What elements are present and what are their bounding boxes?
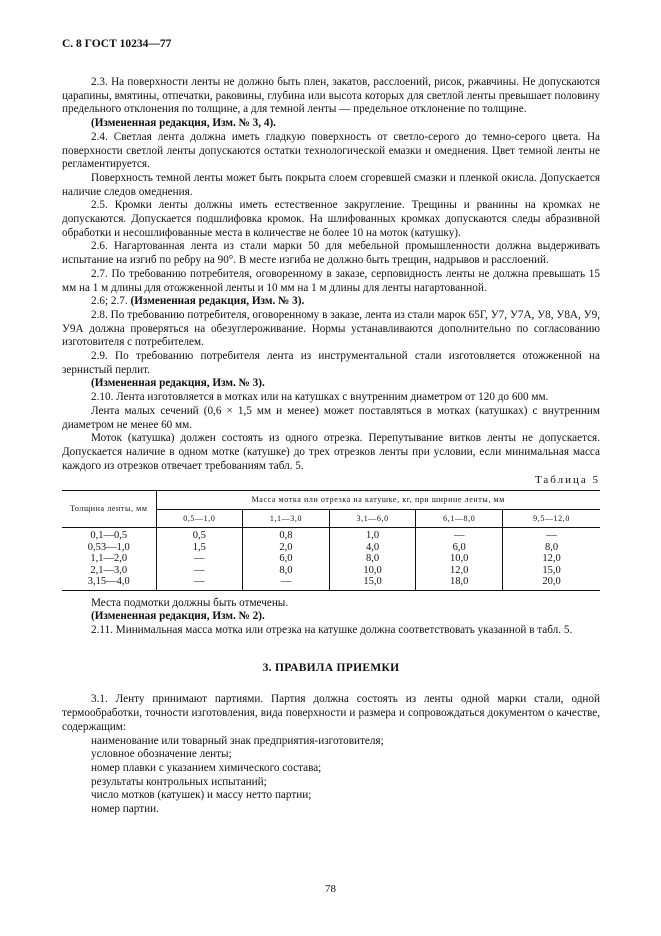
table-cell: 1,1—2,0: [90, 553, 128, 565]
section-title: 3. ПРАВИЛА ПРИЕМКИ: [262, 661, 400, 674]
table-cell: 0,1—0,5: [90, 530, 128, 542]
table-caption: Таблица 5: [534, 474, 600, 487]
table-cell: 6,0: [243, 553, 330, 565]
para-2-4: 2.4. Светлая лента должна иметь гладкую поверхность от светло-серого до темно-серого цвета. На поверхности светлой ленты допускаются остатки технологической емазки и омеднения. Цвет темной ленты не регламентируется.: [62, 130, 600, 171]
col-width-header: 6,1—8,0: [416, 509, 503, 528]
table-cell: 8,0: [503, 542, 600, 554]
col-width-header: 0,5—1,0: [156, 509, 243, 528]
amendment-note: (Измененная редакция, Изм. № 3).: [91, 377, 265, 390]
table-cell: 3,15—4,0: [62, 576, 156, 590]
table-cell: 12,0: [416, 565, 503, 577]
table-cell: —: [503, 528, 600, 542]
para-2-11: 2.11. Минимальная масса мотка или отрезка на катушке должна соответствовать указанной в табл. 5.: [91, 624, 573, 636]
table-cell: 20,0: [503, 576, 600, 590]
table-cell: 0,8: [243, 528, 330, 542]
page-header: С. 8 ГОСТ 10234—77: [62, 38, 172, 50]
table-row: [62, 542, 600, 554]
col-width-header: 9,5—12,0: [503, 509, 600, 528]
para-2-6: 2.6. Нагартованная лента из стали марки 50 для мебельной промышленности должна выдерживать испытание на изгиб по ребру на 90°. В месте изгиба не должно быть трещин, надрывов и расслоений.: [62, 240, 600, 267]
table-row: [62, 553, 600, 565]
table-cell: 18,0: [416, 576, 503, 590]
table-cell: 15,0: [329, 576, 416, 590]
col-thickness-header: Толщина ленты, мм: [62, 491, 156, 528]
table-5: [62, 490, 600, 591]
table-cell: 0,5: [156, 528, 243, 542]
para-3-1: 3.1. Ленту принимают партиями. Партия должна состоять из ленты одной марки стали, одной термообработки, точности изготовления, вида поверхности и размера и сопровождаться документом о качестве, содержащим:: [62, 693, 600, 733]
table-cell: —: [156, 576, 243, 590]
para-2-8: 2.8. По требованию потребителя, оговоренному в заказе, лента из стали марок 65Г, У7, У7А, У8, У8А, У9, У9А должна проверяться на обезуглероживание. Нормы устанавливаются дополнительно по согласованию изготовителя с потребителем.: [62, 308, 600, 349]
list-item: результаты контрольных испытаний;: [91, 775, 267, 788]
table-cell: 6,0: [416, 542, 503, 554]
list-item: номер плавки с указанием химического состава;: [91, 761, 322, 774]
para-small-sections: Лента малых сечений (0,6 × 1,5 мм и менее) может поставляться в мотках (катушках) с внутренним диаметром не менее 60 мм.: [62, 404, 600, 431]
table-cell: 1,5: [156, 542, 243, 554]
amendment-text: (Измененная редакция, Изм. № 3).: [130, 295, 305, 308]
table-cell: 15,0: [503, 565, 600, 577]
list-item: наименование или товарный знак предприятия-изготовителя;: [91, 734, 384, 747]
list-item: номер партии.: [91, 803, 159, 816]
table-cell: 1,0: [329, 528, 416, 542]
page-number: 78: [325, 883, 336, 895]
para-coil: Моток (катушка) должен состоять из одного отрезка. Перепутывание витков ленты не допускается. Допускается наличие в одном мотке (катушке) до трех отрезков ленты при условии, если минимальная масса каждого из отрезков отвечает требованиям табл. 5.: [62, 432, 600, 472]
list-item: число мотков (катушек) и массу нетто партии;: [91, 789, 312, 802]
table-cell: 10,0: [416, 553, 503, 565]
para-marks: Места подмотки должны быть отмечены.: [91, 596, 289, 609]
table-cell: —: [156, 565, 243, 577]
table-cell: —: [156, 553, 243, 565]
col-group-header: Масса мотка или отрезка на катушке, кг, при ширине ленты, мм: [156, 491, 600, 510]
table-row: [62, 576, 600, 590]
table-cell: —: [243, 576, 330, 590]
table-row: [62, 565, 600, 577]
table-cell: 8,0: [329, 553, 416, 565]
col-width-header: 3,1—6,0: [329, 509, 416, 528]
table-cell: 8,0: [243, 565, 330, 577]
para-2-5: 2.5. Кромки ленты должны иметь естественное закругление. Трещины и рванины на кромках не допускаются. Допускается подшлифовка кромок. На шлифованных кромках допускаются следы абразивной обработки и несошлифованные места в количестве не более 10 на моток (катушку).: [62, 199, 600, 239]
para-2-3: 2.3. На поверхности ленты не должно быть плен, закатов, расслоений, рисок, ржавчины. Не допускаются царапины, вмятины, отпечатки, раковины, глубина или высота которых для светлой ленты превышает половину предельного отклонения по толщине, а для темной ленты — предельное отклонение по толщине.: [62, 76, 600, 116]
amendment-note-2-6-2-7: [62, 295, 600, 309]
table-cell: 2,0: [243, 542, 330, 554]
table-cell: 0,53—1,0: [87, 541, 130, 553]
col-width-header: 1,1—3,0: [243, 509, 330, 528]
para-2-10: 2.10. Лента изготовляется в мотках или на катушках с внутренним диаметром от 120 до 600 мм.: [91, 391, 549, 404]
list-item: условное обозначение ленты;: [91, 748, 232, 761]
para-2-9: 2.9. По требованию потребителя лента из инструментальной стали изготовляется отожженной на зернистый перлит.: [62, 350, 600, 376]
table-cell: 4,0: [329, 542, 416, 554]
table-cell: 12,0: [503, 553, 600, 565]
para-2-7: 2.7. По требованию потребителя, оговоренному в заказе, серповидность ленты не должна превышать 15 мм на 1 м длины для отожженной ленты и 10 мм на 1 м длины для ленты нагартованной.: [62, 267, 600, 294]
para-2-4-dark: Поверхность темной ленты может быть покрыта слоем сгоревшей смазки и пленкой окисла. Допускается наличие следов омеднения.: [62, 171, 600, 198]
table-cell: —: [416, 528, 503, 542]
table-cell: 2,1—3,0: [90, 564, 128, 576]
amendment-ref: 2.6; 2.7.: [91, 295, 128, 308]
table-row: [62, 528, 600, 542]
amendment-note: (Измененная редакция, Изм. № 2).: [91, 610, 265, 623]
document-body: [62, 76, 600, 817]
amendment-note: (Измененная редакция, Изм. № 3, 4).: [91, 117, 276, 130]
table-cell: 10,0: [329, 565, 416, 577]
